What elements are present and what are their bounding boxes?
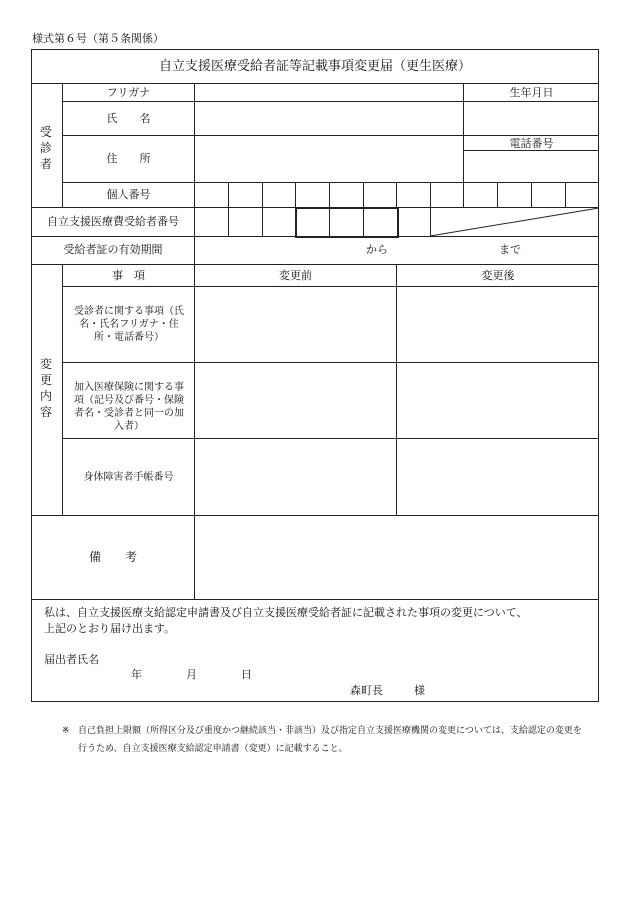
my-number-label: 個人番号 bbox=[106, 188, 151, 201]
before-column-header: 変更前 bbox=[279, 269, 312, 282]
handbook-after-field[interactable] bbox=[397, 439, 598, 514]
rule bbox=[31, 599, 599, 600]
furigana-field[interactable] bbox=[195, 84, 462, 100]
diagonal-line bbox=[430, 207, 599, 237]
applicant-name-label: 届出者氏名 bbox=[44, 653, 99, 666]
validity-to-text: まで bbox=[499, 243, 521, 256]
validity-label: 受給者証の有効期間 bbox=[63, 243, 163, 256]
name-field[interactable] bbox=[195, 102, 462, 134]
addressee: 森町長 bbox=[350, 684, 383, 697]
phone-label: 電話番号 bbox=[509, 137, 554, 150]
recipient-number-field[interactable] bbox=[195, 208, 429, 235]
item-column-header: 事 項 bbox=[112, 269, 145, 282]
form-title: 自立支援医療受給者証等記載事項変更届（更生医療） bbox=[158, 59, 471, 74]
change-item-disability-handbook: 身体障害者手帳番号 bbox=[83, 472, 174, 483]
declaration-line-1: 私は、自立支援医療支給認定申請書及び自立支援医療受給者証に記載された事項の変更について、 bbox=[44, 606, 528, 619]
honorific: 様 bbox=[414, 684, 425, 697]
handbook-before-field[interactable] bbox=[195, 439, 395, 514]
birthdate-label: 生年月日 bbox=[509, 86, 554, 99]
note-line-2: 行うため、自立支援医療支給認定申請書（変更）に記載すること。 bbox=[78, 744, 348, 754]
patient-section-label: 受診者 bbox=[39, 125, 52, 171]
change-item-patient-info: 受診者に関する事項（氏名・氏名フリガナ・住所・電話番号） bbox=[74, 306, 184, 343]
date-year-label: 年 bbox=[131, 668, 142, 681]
after-column-header: 変更後 bbox=[481, 269, 515, 282]
insurance-after-field[interactable] bbox=[397, 363, 598, 437]
validity-from-text: から bbox=[366, 243, 388, 256]
patient-info-before-field[interactable] bbox=[195, 287, 395, 361]
rule bbox=[31, 264, 599, 265]
note-line-1: 自己負担上限額（所得区分及び重度かつ継続該当・非該当）及び指定自立支援医療機関の変更については、支給認定の変更を bbox=[78, 726, 582, 736]
insurance-before-field[interactable] bbox=[195, 363, 395, 437]
date-day-label: 日 bbox=[241, 668, 252, 681]
note-mark: ※ bbox=[62, 726, 70, 736]
validity-end-field[interactable] bbox=[392, 237, 496, 263]
validity-start-field[interactable] bbox=[195, 237, 363, 263]
address-label: 住 所 bbox=[106, 152, 151, 165]
change-item-insurance: 加入医療保険に関する事項（記号及び番号・保険者名・受診者と同一の加入者） bbox=[74, 382, 184, 432]
my-number-field[interactable] bbox=[195, 183, 598, 206]
name-label: 氏 名 bbox=[106, 112, 151, 125]
patient-info-after-field[interactable] bbox=[397, 287, 598, 361]
address-field[interactable] bbox=[195, 136, 462, 181]
changes-section-label: 変更内容 bbox=[39, 357, 52, 419]
declaration-line-2: 上記のとおり届け出ます。 bbox=[44, 622, 176, 635]
recipient-number-label: 自立支援医療費受給者番号 bbox=[47, 215, 179, 228]
furigana-label: フリガナ bbox=[106, 86, 151, 99]
applicant-name-field[interactable] bbox=[105, 650, 405, 666]
form-number: 様式第６号（第５条関係） bbox=[32, 32, 164, 45]
phone-field[interactable] bbox=[464, 151, 598, 181]
submission-date-field[interactable] bbox=[95, 666, 260, 682]
birthdate-field[interactable] bbox=[464, 102, 598, 134]
remarks-field[interactable] bbox=[195, 516, 598, 598]
date-month-label: 月 bbox=[186, 668, 197, 681]
remarks-label: 備 考 bbox=[88, 550, 137, 564]
